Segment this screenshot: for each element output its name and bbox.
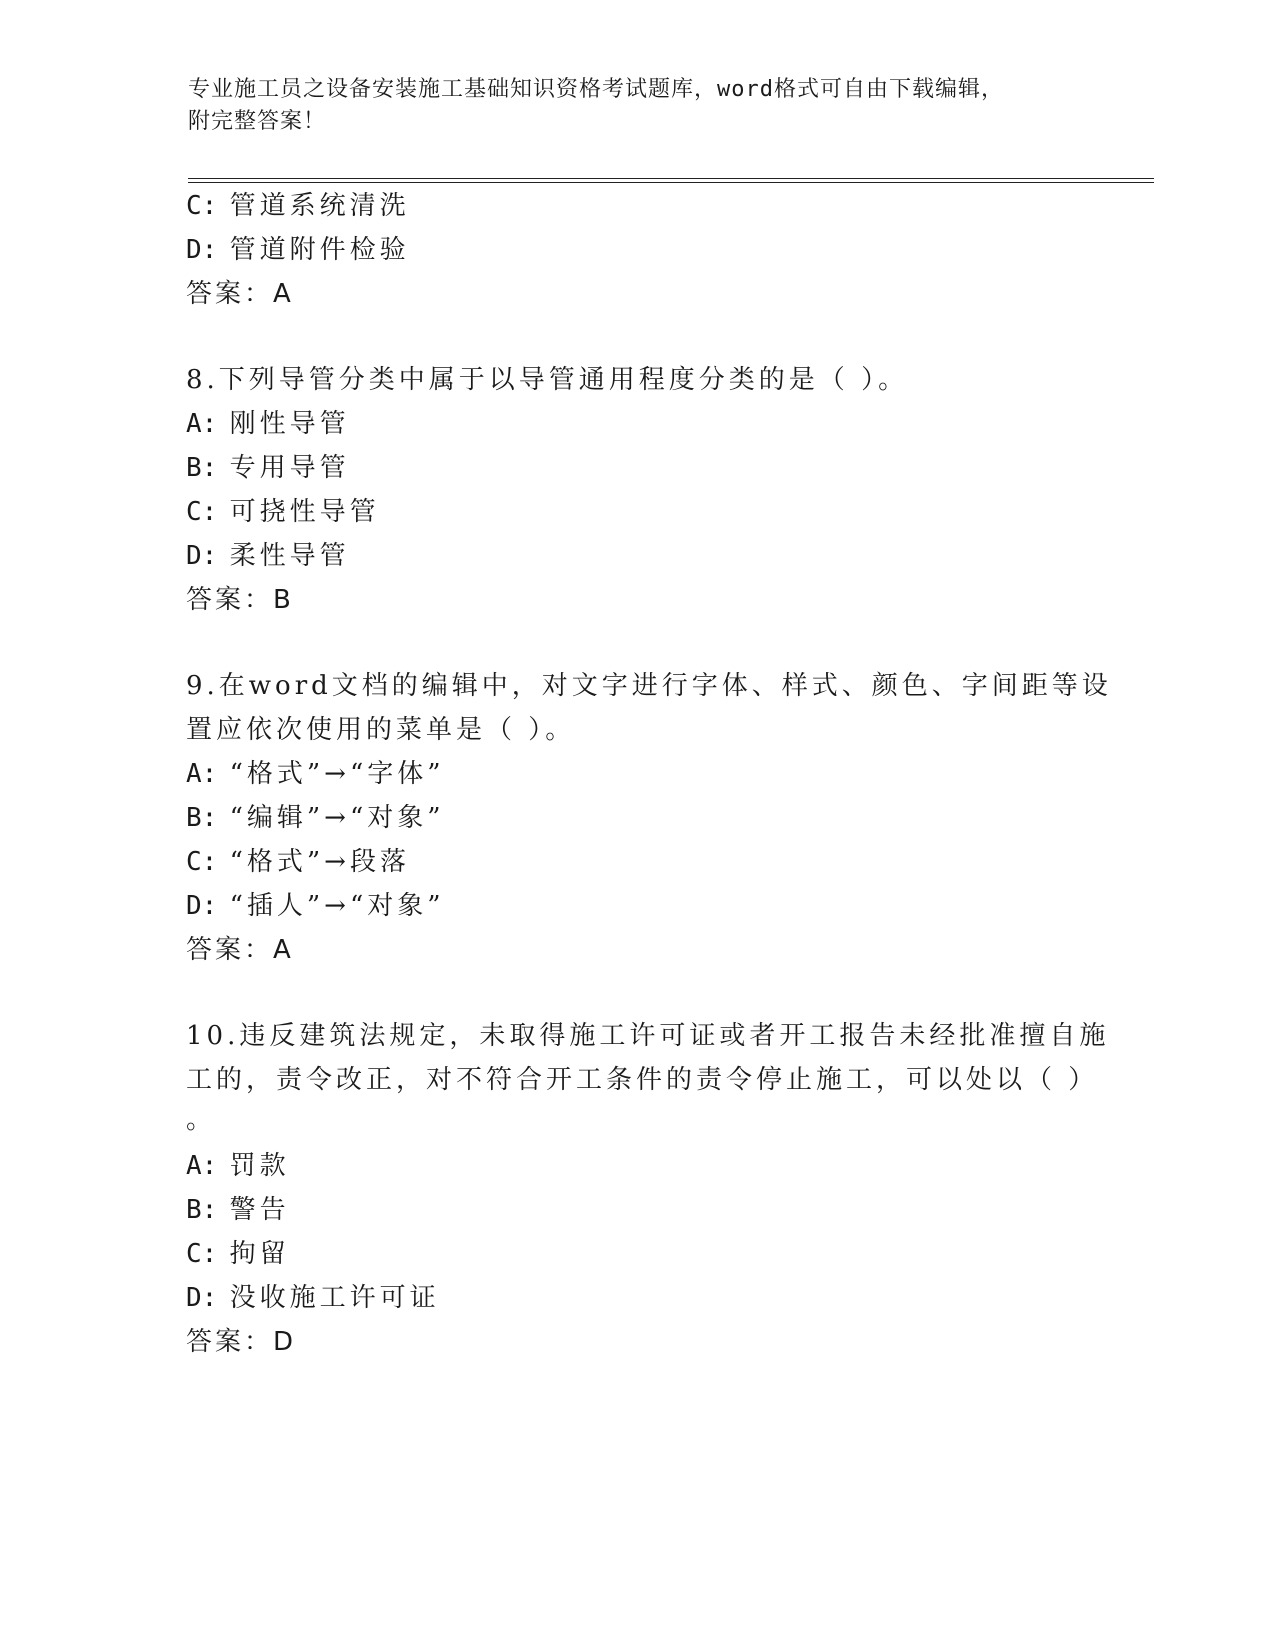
question-10-stem-line-3: 。: [186, 1105, 217, 1135]
question-9-option-a: A: “格式”→“字体”: [186, 759, 445, 789]
question-9-option-b: B: “编辑”→“对象”: [186, 803, 445, 833]
question-10-option-a: A: 罚款: [186, 1151, 290, 1181]
header-divider-bottom: [188, 182, 1154, 183]
question-9-stem-line-2: 置应依次使用的菜单是（ ）。: [186, 715, 576, 745]
question-10-option-b: B: 警告: [186, 1195, 290, 1225]
header-line-1: 专业施工员之设备安装施工基础知识资格考试题库，word格式可自由下载编辑，: [188, 77, 1004, 102]
question-8-option-a: A: 刚性导管: [186, 409, 350, 439]
question-9-answer: 答案：A: [186, 935, 294, 965]
question-8-stem: 8.下列导管分类中属于以导管通用程度分类的是（ ）。: [186, 365, 909, 395]
question-10-option-c: C: 拘留: [186, 1239, 290, 1269]
header-divider-top: [188, 178, 1154, 179]
option-d: D: 管道附件检验: [186, 235, 410, 265]
answer-line: 答案：A: [186, 279, 294, 309]
question-10-answer: 答案：D: [186, 1327, 297, 1357]
question-8-option-b: B: 专用导管: [186, 453, 350, 483]
question-8-option-d: D: 柔性导管: [186, 541, 350, 571]
question-9-option-c: C: “格式”→段落: [186, 847, 410, 877]
option-c: C: 管道系统清洗: [186, 191, 410, 221]
question-10-option-d: D: 没收施工许可证: [186, 1283, 440, 1313]
question-10-stem-line-1: 10.违反建筑法规定，未取得施工许可证或者开工报告未经批准擅自施: [186, 1021, 1110, 1051]
question-9-option-d: D: “插人”→“对象”: [186, 891, 445, 921]
question-8-answer: 答案：B: [186, 585, 294, 615]
question-9-stem-line-1: 9.在word文档的编辑中，对文字进行字体、样式、颜色、字间距等设: [186, 671, 1112, 701]
question-8-option-c: C: 可挠性导管: [186, 497, 380, 527]
header-line-2: 附完整答案！: [188, 109, 327, 134]
question-10-stem-line-2: 工的，责令改正，对不符合开工条件的责令停止施工，可以处以（ ）: [186, 1065, 1099, 1095]
document-header: [188, 74, 1088, 138]
